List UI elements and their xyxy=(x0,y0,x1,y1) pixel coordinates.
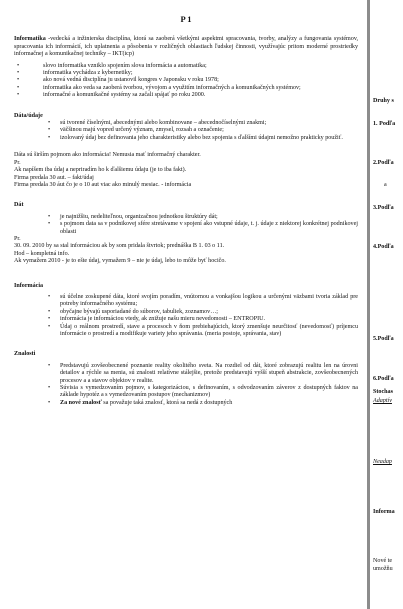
next-page-text: Adaptív xyxy=(373,398,392,404)
list-item: • s pojmom data sa v podnikovej sfére stretávame v spojení ako vstupné údaje, t. j. údaje z niektorej konkrétnej podnikovej oblasti xyxy=(14,221,358,236)
next-page-text: 4.Podľa xyxy=(373,244,394,250)
list-item: • ako nová vedná disciplína ju ustanovil kongres v Japonsku v roku 1978; xyxy=(14,77,358,84)
data-bullets xyxy=(14,120,358,142)
text-line: Ak napíšem iba údaj a nepriradím ho k ďalšiemu údaju (je to iba fakt). xyxy=(14,167,187,174)
page-content xyxy=(14,16,358,407)
section-heading-informacia: Informácia xyxy=(14,282,44,289)
list-item: • sú tvorené číselnými, abecednými alebo kombinovane – abecednočíselnými znakmi; xyxy=(14,120,358,127)
list-item: • informatika vychádza z kybernetiky; xyxy=(14,70,358,77)
section-heading-dat: Dát xyxy=(14,202,24,209)
text-line: Firma predala 30 aut. – fakt/údaj xyxy=(14,174,94,181)
next-page-text: Neadap xyxy=(373,459,392,465)
informatika-def-text: -vedecká a inžinierska disciplína, ktorá sa zaoberá všetkými aspektmi spracovania, tvorby, analýzy a fungovania systémov, spracovania ich informácií, ich uplatnenia a pôsobenia v rozličných oblastiach ľudskej činnosti, využívajúc pritom moderné prostriedky informačnej a komunikačnej techniky – IKT(icp) xyxy=(14,36,358,58)
list-item: • Údaj o reálnom prostredí, stave a procesoch v ňom prebiehajúcich, ktorý zmenšuje neurčitosť (nevedomosť) príjemcu informácie o prostredí a modifikuje variety jeho správania. (meria postoje, správania, stav) xyxy=(14,324,358,339)
informatika-bullets xyxy=(14,63,358,100)
next-page-text: Druhy s xyxy=(373,98,394,104)
informacia-bullets xyxy=(14,294,358,338)
list-item: • je najnižšiu, nedeliteľnou, organizačnou jednotkou štruktúry dát; xyxy=(14,214,358,221)
znalosti-bold-lead: Za nové znalosť xyxy=(60,399,102,406)
list-item: • informačné a komunikačné systémy sa začali spájať po roku 2000. xyxy=(14,92,358,99)
next-page-text: Nové te xyxy=(373,558,393,564)
page-title: P 1 xyxy=(180,14,192,24)
text-line: Pr. xyxy=(14,235,21,242)
znalosti-rest: sa považuje taká znalosť, ktorá sa nedá z dostupných xyxy=(101,399,233,406)
next-page-text: a xyxy=(384,182,387,188)
text-line: Dáta sú širším pojmom ako informácia! Nemusia mať informačný charakter. xyxy=(14,152,201,159)
list-item: • informatika ako veda sa zaoberá tvorbou, vývojom a využitím informačných a komunikačných systémov; xyxy=(14,85,358,92)
informatika-term: Informatika xyxy=(14,36,46,43)
list-item: • informácia je informáciou vtedy, ak znižuje našu mieru nevedomosti – ENTROPIU. xyxy=(14,316,358,323)
list-item: • Predstavujú zovšeobecnené poznanie reality okolitého sveta. Na rozdiel od dát, ktoré zobrazujú realitu len na úrovni detailov a rýchle sa menia, sú znalosti relatívne stálejšie, pretože predstavujú vyšší stupeň abstrakcie, zovšeobecnených procesov a a stavov objektov v realite. xyxy=(14,363,358,385)
list-item: • väčšinou majú vopred určený význam, zmysel, rozsah a označenie; xyxy=(14,127,358,134)
text-line: Ak vymažem 2010 - je to ešte údaj, vymažem 9 – nie je údaj, lebo to môže byť hocičo. xyxy=(14,258,226,265)
next-page-text: 1. Podľa xyxy=(373,121,396,127)
list-item: • izolovaný údaj bez definovania jeho charakteristiky alebo bez spojenia s ďalšími údajmi nemožno prakticky použiť. xyxy=(14,135,358,142)
text-line: Pr. xyxy=(14,159,21,166)
section-heading-znalosti: Znalosti xyxy=(14,351,36,358)
informatika-definition xyxy=(14,36,358,58)
list-item: • Súvisia s vymedzovaním pojmov, s kategorizáciou, s definovaním, s odvodzovaním záverov z dostupných faktov na základe hypotéz a s vymedzovaním postupov (mechanizmov) xyxy=(14,385,358,400)
next-page-text: umožňu xyxy=(373,566,393,572)
list-item: • slovo informatika vzniklo spojením slova informácia a automatika; xyxy=(14,63,358,70)
list-item: • sú účelne zoskupené dáta, ktoré svojím poradím, vnútornou a vonkajšou logikou a určenými väzbami tvoria základ pre potreby informačného systému; xyxy=(14,294,358,309)
next-page-partial xyxy=(370,0,403,609)
next-page-text: 5.Podľa xyxy=(373,336,394,342)
dat-bullets xyxy=(14,214,358,236)
list-item: • obyčajne bývajú usporiadané do súborov, tabuliek, zoznamov…; xyxy=(14,309,358,316)
next-page-text: 6.Podľa xyxy=(373,376,394,382)
list-item xyxy=(14,400,358,407)
next-page-text: Informa xyxy=(373,509,395,515)
next-page-text: 3.Podľa xyxy=(373,205,394,211)
text-line: Hod – kompletná info. xyxy=(14,250,70,257)
next-page-text: Stochas xyxy=(373,389,393,395)
section-heading-data: Dáta/údaje xyxy=(14,112,43,119)
text-line: 30. 09. 2010 by sa stal informáciou ak by som pridala štvrtok; prednáška B 1. 03 o 11. xyxy=(14,243,225,250)
text-line: Firma predala 30 áut čo je o 10 aut viac ako minulý mesiac. - informácia xyxy=(14,181,192,188)
next-page-text: 2.Podľa xyxy=(373,160,394,166)
znalosti-bullets xyxy=(14,363,358,407)
